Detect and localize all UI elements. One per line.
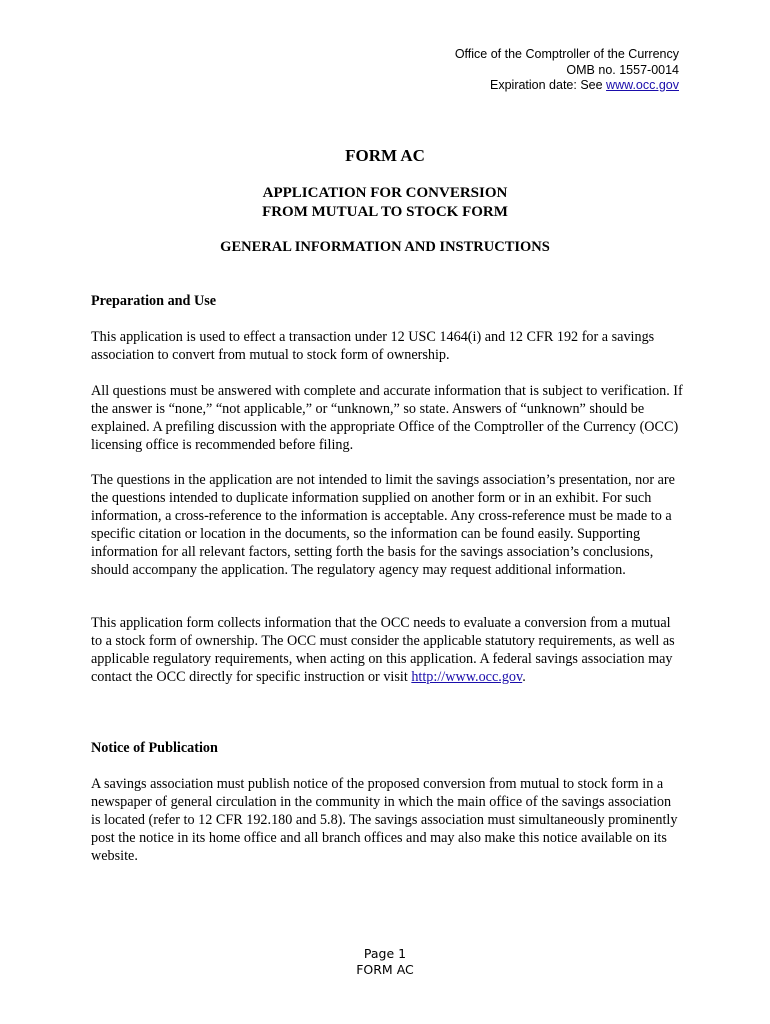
footer-form-name: FORM AC xyxy=(356,962,414,977)
notice-heading xyxy=(91,739,683,757)
page-footer xyxy=(0,946,770,978)
paragraph: A savings association must publish notice of the proposed conversion from mutual to stock form in a newspaper of general circulation in the community in which the main office of the savings association is located (refer to 12 CFR 192.180 and 5.8). The savings association must simultaneously prominently post the notice in its home office and all branch offices and may also make this notice available on its website. xyxy=(91,776,678,864)
header-block xyxy=(455,47,679,94)
prep-paragraph-4 xyxy=(91,614,683,686)
general-info-title: GENERAL INFORMATION AND INSTRUCTIONS xyxy=(220,239,550,255)
occ-website-link[interactable]: http://www.occ.gov xyxy=(411,669,523,685)
header-expiration xyxy=(455,78,679,94)
paragraph: This application is used to effect a transaction under 12 USC 1464(i) and 12 CFR 192 for a savings association to convert from mutual to stock form of ownership. xyxy=(91,329,655,363)
expiration-prefix: Expiration date: See xyxy=(490,78,607,92)
paragraph: All questions must be answered with complete and accurate information that is subject to verification. If the answer is “none,” “not applicable,” or “unknown,” so state. Answers of “unknown” should be explained. A prefiling discussion with the appropriate Office of the Comptroller of the Currency (OCC) licensing office is recommended before filing. xyxy=(91,383,683,453)
occ-link[interactable]: www.occ.gov xyxy=(606,78,679,92)
prep-paragraph-3 xyxy=(91,471,683,579)
prep-paragraph-2 xyxy=(91,382,683,454)
prep-heading xyxy=(91,292,683,310)
form-title: FORM AC xyxy=(345,146,425,165)
paragraph-end: . xyxy=(522,669,526,685)
footer-page-number: Page 1 xyxy=(363,946,407,961)
application-title-line2: FROM MUTUAL TO STOCK FORM xyxy=(262,204,508,220)
notice-paragraph-1 xyxy=(91,775,683,865)
header-omb: OMB no. 1557-0014 xyxy=(566,62,679,77)
paragraph-text: This application form collects information that the OCC needs to evaluate a conversion from a mutual to a stock form of ownership. The OCC must consider the applicable statutory requirements, as well as applicable regulatory requirements, when acting on this application. A federal savings association may contact the OCC directly for specific instruction or visit xyxy=(91,615,675,685)
section-heading: Notice of Publication xyxy=(91,740,218,756)
application-title xyxy=(0,184,770,222)
paragraph: The questions in the application are not intended to limit the savings association’s presentation, nor are the questions intended to duplicate information supplied on another form or in an exhibit. For such information, a cross-reference to the information is acceptable. Any cross-reference must be made to a specific citation or location in the documents, so the information can be found easily. Supporting information for all relevant factors, setting forth the basis for the savings association’s conclusions, should accompany the application. The regulatory agency may request additional information. xyxy=(91,472,675,578)
section-heading: Preparation and Use xyxy=(91,293,217,309)
application-title-line1: APPLICATION FOR CONVERSION xyxy=(262,185,508,201)
prep-paragraph-1 xyxy=(91,328,683,364)
paragraph xyxy=(91,614,683,686)
header-office: Office of the Comptroller of the Currency xyxy=(454,47,679,61)
